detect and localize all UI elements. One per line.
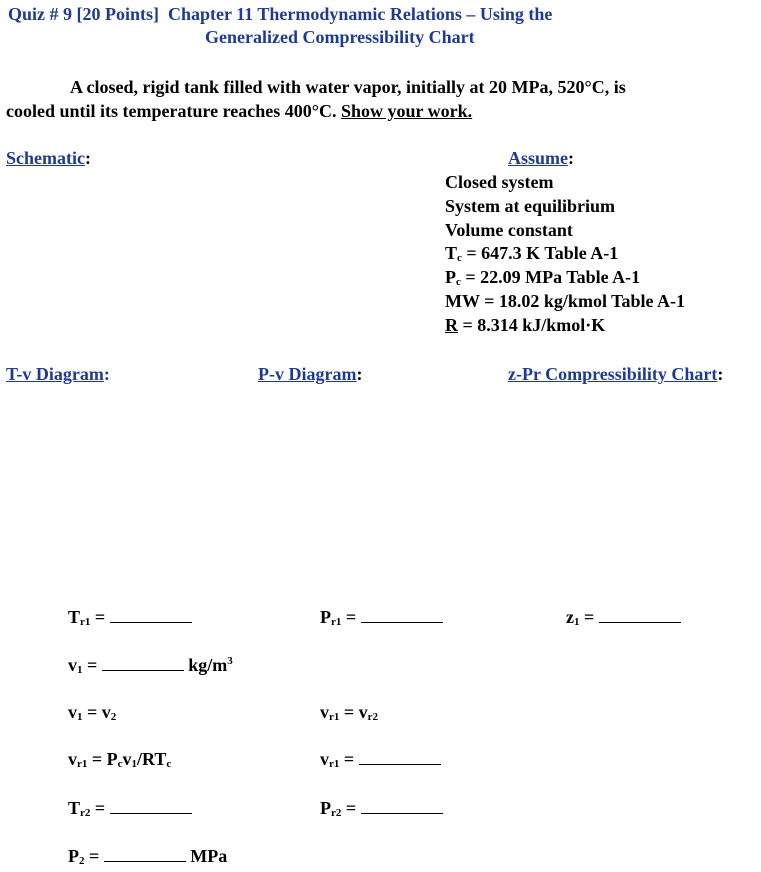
vr1-equals-vr2: $v_{r1} = v_{r2}$ xyxy=(320,702,379,723)
p2-equation: $P_2$ = MPa xyxy=(68,846,228,867)
tr2-equation: $T_{r2}$ = xyxy=(68,798,192,819)
page-title-line-2: Generalized Compressibility Chart xyxy=(205,27,475,47)
v1-equation: $v_1 = kg/m^3$ xyxy=(68,655,233,676)
problem-line-2 xyxy=(6,101,472,122)
assume-item: Volume constant xyxy=(445,220,573,240)
problem-line-1: A closed, rigid tank filled with water vapor, initially at 20 MPa, 520°C, is xyxy=(70,77,626,97)
chapter-title: Chapter 11 Thermodynamic Relations – Using the xyxy=(168,4,553,24)
vr1-answer-blank[interactable] xyxy=(359,750,441,765)
pv-diagram-heading: P-v Diagram: xyxy=(258,364,363,384)
assume-item-molar-mass: MW = 18.02 kg/kmol Table A-1 xyxy=(445,291,685,311)
assume-item: System at equilibrium xyxy=(445,196,616,216)
assume-item: Closed system xyxy=(445,172,554,192)
z1-equation: $z_1$ = xyxy=(566,607,681,628)
quiz-label: Quiz # 9 [20 Points] xyxy=(8,4,159,24)
z1-answer-blank[interactable] xyxy=(599,608,681,623)
problem-line-2-text: cooled until its temperature reaches 400°C. xyxy=(6,101,337,121)
assume-heading: Assume: xyxy=(508,148,575,168)
pr2-equation: $P_{r2}$ = xyxy=(320,798,443,819)
tr1-answer-blank[interactable] xyxy=(110,608,192,623)
tv-diagram-heading: T-v Diagram: xyxy=(6,364,110,384)
assume-item-gas-constant: R = 8.314 kJ/kmol·K xyxy=(445,315,606,335)
show-work-emphasis: Show your work. xyxy=(340,101,473,121)
v1-answer-blank[interactable] xyxy=(102,656,184,671)
assume-label: Assume xyxy=(508,148,569,168)
p2-answer-blank[interactable] xyxy=(104,847,186,862)
tr2-answer-blank[interactable] xyxy=(110,799,192,814)
vr1-definition: $v_{r1} = P_cv_1/RT_c$ xyxy=(68,749,172,770)
v1-equals-v2: $v_1 = v_2$ xyxy=(68,702,117,723)
tr1-equation: $T_{r1}$ = xyxy=(68,607,192,628)
page-title-line-1 xyxy=(8,4,552,25)
assume-item-critical-pressure: $P_c = 22.09$ MPa Table A-1 xyxy=(445,267,641,288)
schematic-heading: Schematic: xyxy=(6,148,91,168)
schematic-label: Schematic xyxy=(6,148,85,168)
vr1-value-equation: $v_{r1}$ = xyxy=(320,749,441,770)
assume-item-critical-temperature: $T_c = 647.3$ K Table A-1 xyxy=(445,243,619,264)
zpr-chart-heading: z-Pr Compressibility Chart: xyxy=(508,364,724,384)
pr2-answer-blank[interactable] xyxy=(361,799,443,814)
pr1-answer-blank[interactable] xyxy=(361,608,443,623)
pr1-equation: $P_{r1}$ = xyxy=(320,607,443,628)
